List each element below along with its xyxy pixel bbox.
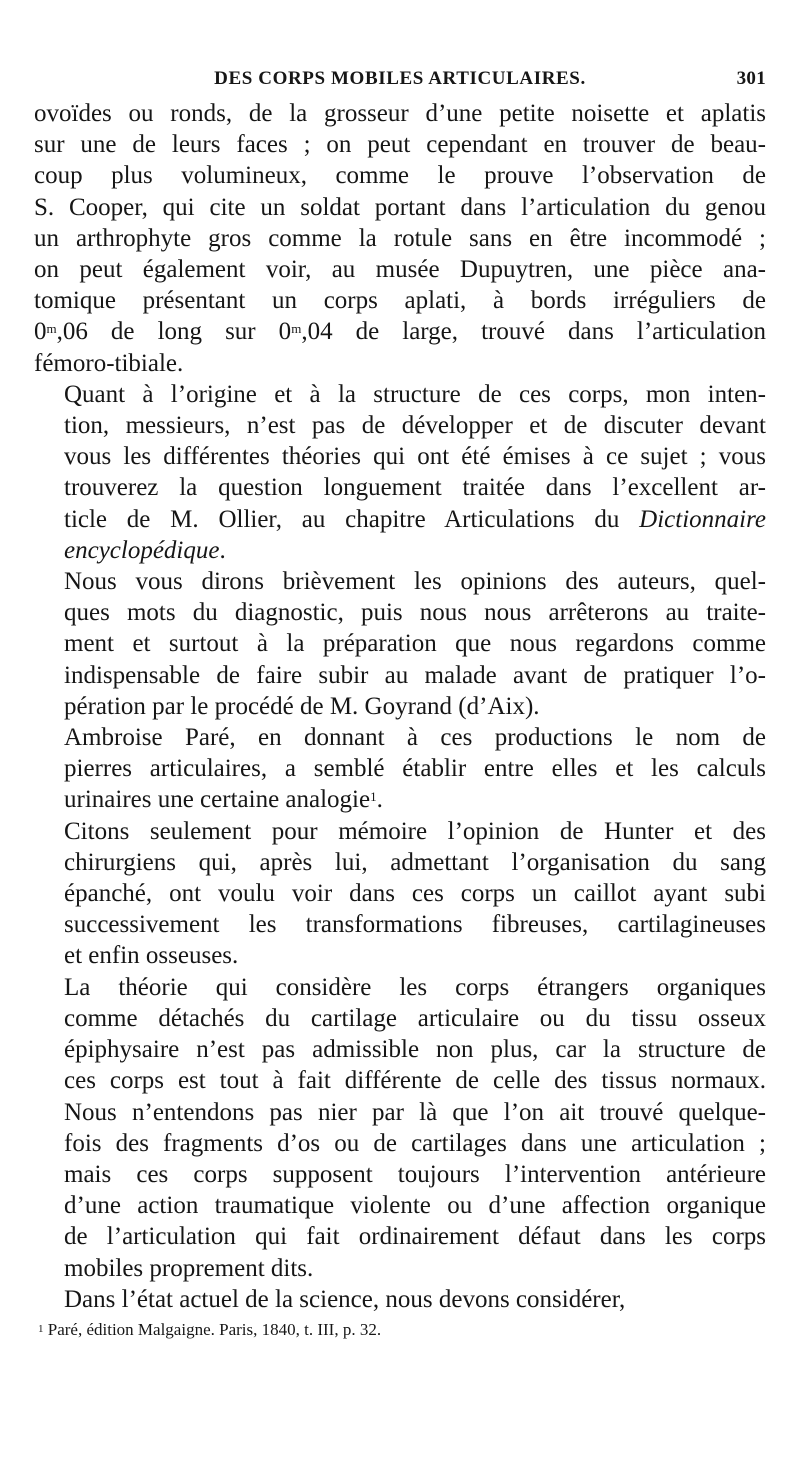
text-line: vous les différentes théories qui ont été émises à ce sujet ; vous — [64, 443, 766, 471]
paragraph — [34, 722, 766, 816]
text-line: mobiles proprement dits. — [64, 1254, 314, 1282]
text-line: de l’articulation qui fait ordinairement défaut dans les corps — [64, 1223, 766, 1251]
text-line: indispensable de faire subir au malade avant de pratiquer l’o- — [64, 661, 766, 689]
text-line: tomique présentant un corps aplati, à bords irréguliers de — [34, 287, 766, 315]
text-line: Nous n’entendons pas nier par là que l’on ait trouvé quelque- — [64, 1098, 766, 1126]
text-line: épiphysaire n’est pas admissible non plus, car la structure de — [64, 1036, 766, 1064]
page-number: 301 — [736, 68, 766, 89]
text-line: ment et surtout à la préparation que nous regardons comme — [64, 630, 766, 658]
book-page — [34, 62, 766, 1341]
footnote-marker: 1 — [38, 1322, 44, 1335]
text-line: pération par le procédé de M. Goyrand (d’Aix). — [64, 692, 540, 720]
footnote-text: Paré, édition Malgaigne. Paris, 1840, t. III, p. 32. — [47, 1319, 382, 1339]
text-line: Quant à l’origine et à la structure de ces corps, mon inten- — [64, 380, 766, 408]
text-line: S. Cooper, qui cite un soldat portant dans l’articulation du genou — [34, 193, 766, 221]
body-text — [34, 98, 766, 1315]
paragraph — [34, 566, 766, 722]
text-line: fémoro-tibiale. — [34, 349, 184, 377]
text-line: mais ces corps supposent toujours l’intervention antérieure — [64, 1160, 766, 1188]
text-line: encyclopédique. — [64, 536, 226, 564]
text-line: épanché, ont voulu voir dans ces corps un caillot ayant subi — [64, 880, 766, 908]
footnote — [34, 1319, 766, 1341]
text-line: tion, messieurs, n’est pas de développer et de discuter devant — [64, 412, 766, 440]
text-line: pierres articulaires, a semblé établir entre elles et les calculs — [64, 755, 766, 783]
text-line: coup plus volumineux, comme le prouve l’observation de — [34, 162, 766, 190]
paragraph — [34, 379, 766, 566]
text-line: ques mots du diagnostic, puis nous nous arrêterons au traite- — [64, 599, 766, 627]
running-head — [34, 62, 766, 98]
footnote-reference: 1 — [370, 789, 377, 805]
text-line: un arthrophyte gros comme la rotule sans en être incommodé ; — [34, 224, 766, 252]
text-line: Ambroise Paré, en donnant à ces productions le nom de — [64, 724, 766, 752]
text-line: 0$^m$,06 de long sur 0$^m$,04 de large, trouvé dans l’articulation — [34, 318, 766, 346]
text-line: Dans l’état actuel de la science, nous devons considérer, — [64, 1285, 626, 1313]
paragraph — [34, 816, 766, 972]
text-line: ces corps est tout à fait différente de celle des tissus normaux. — [64, 1067, 766, 1095]
text-line: ticle de M. Ollier, au chapitre Articulations du Dictionnaire — [64, 505, 766, 533]
text-line: ovoïdes ou ronds, de la grosseur d’une petite noisette et aplatis — [34, 100, 766, 127]
text-line: et enfin osseuses. — [64, 942, 239, 970]
running-title: DES CORPS MOBILES ARTICULAIRES. — [214, 68, 586, 89]
text-line: Citons seulement pour mémoire l’opinion de Hunter et des — [64, 817, 766, 845]
text-line: on peut également voir, au musée Dupuytren, une pièce ana- — [34, 256, 766, 284]
text-line: trouverez la question longuement traitée dans l’excellent ar- — [64, 474, 766, 502]
text-line: chirurgiens qui, après lui, admettant l’organisation du sang — [64, 848, 766, 876]
paragraph — [34, 98, 766, 379]
text-line: comme détachés du cartilage articulaire ou du tissu osseux — [64, 1004, 766, 1032]
paragraph — [34, 972, 766, 1284]
text-line: fois des fragments d’os ou de cartilages dans une articulation ; — [64, 1129, 766, 1157]
text-line: La théorie qui considère les corps étrangers organiques — [64, 973, 766, 1001]
paragraph — [34, 1284, 766, 1315]
text-line: urinaires une certaine analogie$^1$. — [64, 786, 383, 814]
text-line: sur une de leurs faces ; on peut cependant en trouver de beau- — [34, 131, 766, 159]
text-line: d’une action traumatique violente ou d’une affection organique — [64, 1192, 766, 1220]
text-line: successivement les transformations fibreuses, cartilagineuses — [64, 911, 766, 939]
text-line: Nous vous dirons brièvement les opinions des auteurs, quel- — [64, 568, 766, 596]
